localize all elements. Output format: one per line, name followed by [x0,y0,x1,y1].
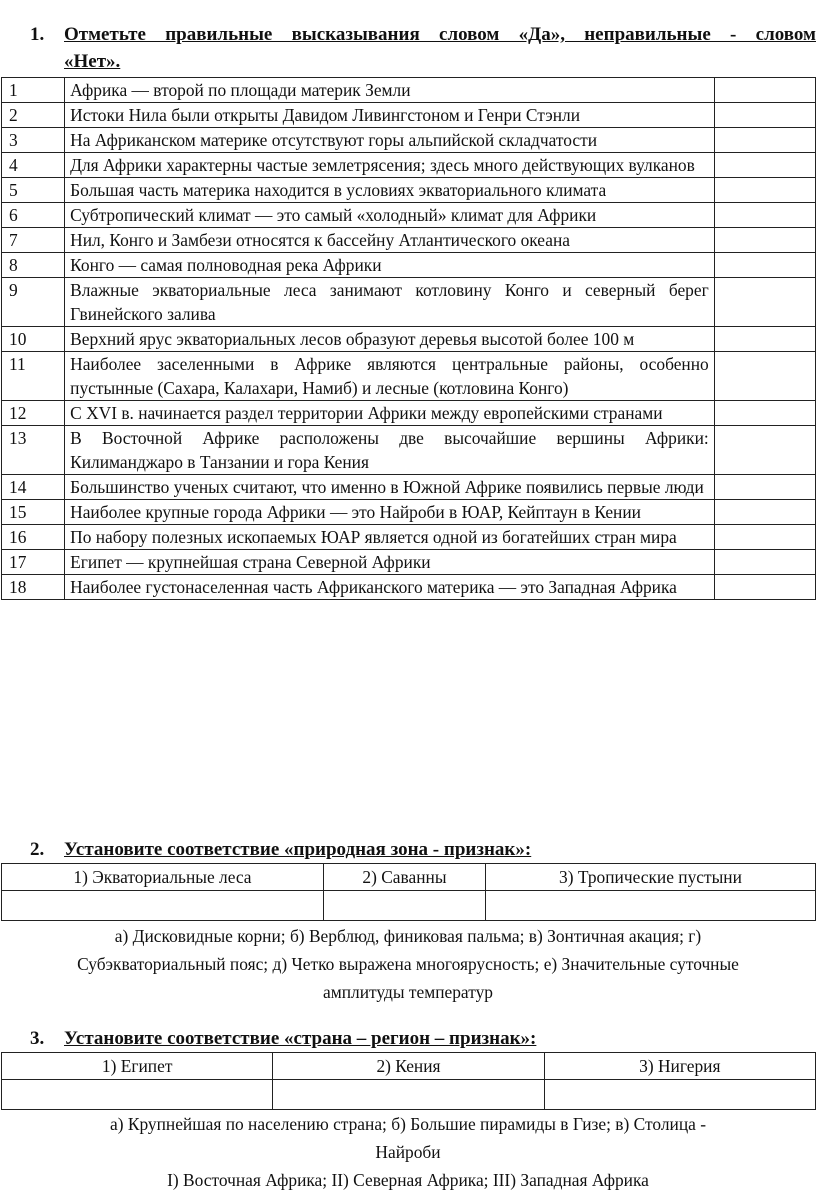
q3-options-line: I) Восточная Африка; II) Северная Африка; III) Западная Африка [167,1170,649,1190]
statement-row [2,401,816,426]
statement-number: 4 [2,153,65,178]
statement-row [2,78,816,103]
statement-number: 3 [2,128,65,153]
statement-row [2,426,816,475]
q1-title-line2: «Нет». [64,51,121,72]
answer-cell[interactable] [714,475,815,500]
answer-cell[interactable] [714,103,815,128]
statement-row [2,352,816,401]
statement-text: Конго — самая полноводная река Африки [65,253,715,278]
answer-cell[interactable] [714,550,815,575]
statement-number: 7 [2,228,65,253]
q3-options [0,1110,816,1194]
q3-match-table [1,1052,816,1110]
answer-cell[interactable] [714,178,815,203]
q2-answer-cell[interactable] [323,891,485,921]
statements-table [1,77,816,600]
statement-text: Субтропический климат — это самый «холодный» климат для Африки [65,203,715,228]
statement-row [2,525,816,550]
statement-text: Большая часть материка находится в условиях экваториального климата [65,178,715,203]
q2-match-table [1,863,816,921]
statement-number: 10 [2,327,65,352]
statement-number: 5 [2,178,65,203]
q1-number: 1. [30,24,45,45]
statement-text: Для Африки характерны частые землетрясения; здесь много действующих вулканов [65,153,715,178]
statement-row [2,278,816,327]
statement-row [2,203,816,228]
statement-row [2,103,816,128]
statement-row [2,575,816,600]
q2-answer-cell[interactable] [2,891,324,921]
statement-text: На Африканском материке отсутствуют горы альпийской складчатости [65,128,715,153]
answer-cell[interactable] [714,401,815,426]
answer-cell[interactable] [714,500,815,525]
q3-header-cell: 2) Кения [273,1053,544,1080]
statement-row [2,253,816,278]
statement-text: По набору полезных ископаемых ЮАР является одной из богатейших стран мира [65,525,715,550]
answer-cell[interactable] [714,253,815,278]
q2-answer-row [2,891,816,921]
statement-text: Нил, Конго и Замбези относятся к бассейну Атлантического океана [65,228,715,253]
answer-cell[interactable] [714,327,815,352]
q2-number: 2. [30,839,45,860]
statement-row [2,327,816,352]
q3-heading [30,1025,812,1052]
q3-header-cell: 1) Египет [2,1053,273,1080]
statement-number: 6 [2,203,65,228]
q3-options-line: Найроби [375,1142,441,1162]
statement-row [2,178,816,203]
statement-number: 2 [2,103,65,128]
statement-number: 16 [2,525,65,550]
statement-number: 13 [2,426,65,475]
q2-title: Установите соответствие «природная зона - признак»: [64,839,532,860]
q3-header-cell: 3) Нигерия [544,1053,815,1080]
statement-text: Наиболее густонаселенная часть Африканского материка — это Западная Африка [65,575,715,600]
answer-cell[interactable] [714,128,815,153]
answer-cell[interactable] [714,153,815,178]
q3-options-line: а) Крупнейшая по населению страна; б) Большие пирамиды в Гизе; в) Столица - [109,1114,706,1134]
q2-heading [30,836,812,863]
answer-cell[interactable] [714,525,815,550]
statement-row [2,228,816,253]
statement-number: 9 [2,278,65,327]
q3-answer-cell[interactable] [273,1080,544,1110]
answer-cell[interactable] [714,352,815,401]
statement-text: Большинство ученых считают, что именно в Южной Африке появились первые люди [65,475,715,500]
q2-options-line: Субэкваториальный пояс; д) Четко выражена многоярусность; е) Значительные суточные [77,954,739,974]
statement-text: Наиболее крупные города Африки — это Найроби в ЮАР, Кейптаун в Кении [65,500,715,525]
q1-title-line1: Отметьте правильные высказывания словом «Да», неправильные - словом [64,24,816,45]
statement-text: Египет — крупнейшая страна Северной Африки [65,550,715,575]
q3-header-row [2,1053,816,1080]
statement-text: С XVI в. начинается раздел территории Африки между европейскими странами [65,401,715,426]
q3-answer-row [2,1080,816,1110]
q3-number: 3. [30,1028,45,1049]
statement-number: 11 [2,352,65,401]
q1-heading [30,21,816,75]
statement-text: Истоки Нила были открыты Давидом Ливингстоном и Генри Стэнли [65,103,715,128]
q2-options-line: амплитуды температур [323,982,493,1002]
q2-options [0,922,816,1006]
statement-number: 12 [2,401,65,426]
statement-number: 17 [2,550,65,575]
statement-text: Африка — второй по площади материк Земли [65,78,715,103]
statement-number: 8 [2,253,65,278]
statement-number: 1 [2,78,65,103]
q2-answer-cell[interactable] [485,891,815,921]
q2-header-cell: 1) Экваториальные леса [2,864,324,891]
statement-number: 15 [2,500,65,525]
statement-row [2,550,816,575]
q2-header-row [2,864,816,891]
statement-text: Влажные экваториальные леса занимают котловину Конго и северный берег Гвинейского залива [65,278,715,327]
statement-number: 18 [2,575,65,600]
q2-header-cell: 2) Саванны [323,864,485,891]
statement-text: Наиболее заселенными в Африке являются центральные районы, особенно пустынные (Сахара, Калахари, Намиб) и лесные (котловина Конго) [65,352,715,401]
statements-body [2,78,816,600]
q2-header-cell: 3) Тропические пустыни [485,864,815,891]
statement-text: В Восточной Африке расположены две высочайшие вершины Африки: Килиманджаро в Танзании и гора Кения [65,426,715,475]
answer-cell[interactable] [714,278,815,327]
answer-cell[interactable] [714,78,815,103]
q3-answer-cell[interactable] [544,1080,815,1110]
q3-title: Установите соответствие «страна – регион – признак»: [64,1028,537,1049]
answer-cell[interactable] [714,575,815,600]
q3-answer-cell[interactable] [2,1080,273,1110]
q2-options-line: а) Дисковидные корни; б) Верблюд, финиковая пальма; в) Зонтичная акация; г) [114,926,702,946]
statement-text: Верхний ярус экваториальных лесов образуют деревья высотой более 100 м [65,327,715,352]
answer-cell[interactable] [714,426,815,475]
answer-cell[interactable] [714,203,815,228]
statement-row [2,128,816,153]
statement-row [2,500,816,525]
answer-cell[interactable] [714,228,815,253]
statement-row [2,153,816,178]
statement-number: 14 [2,475,65,500]
statement-row [2,475,816,500]
